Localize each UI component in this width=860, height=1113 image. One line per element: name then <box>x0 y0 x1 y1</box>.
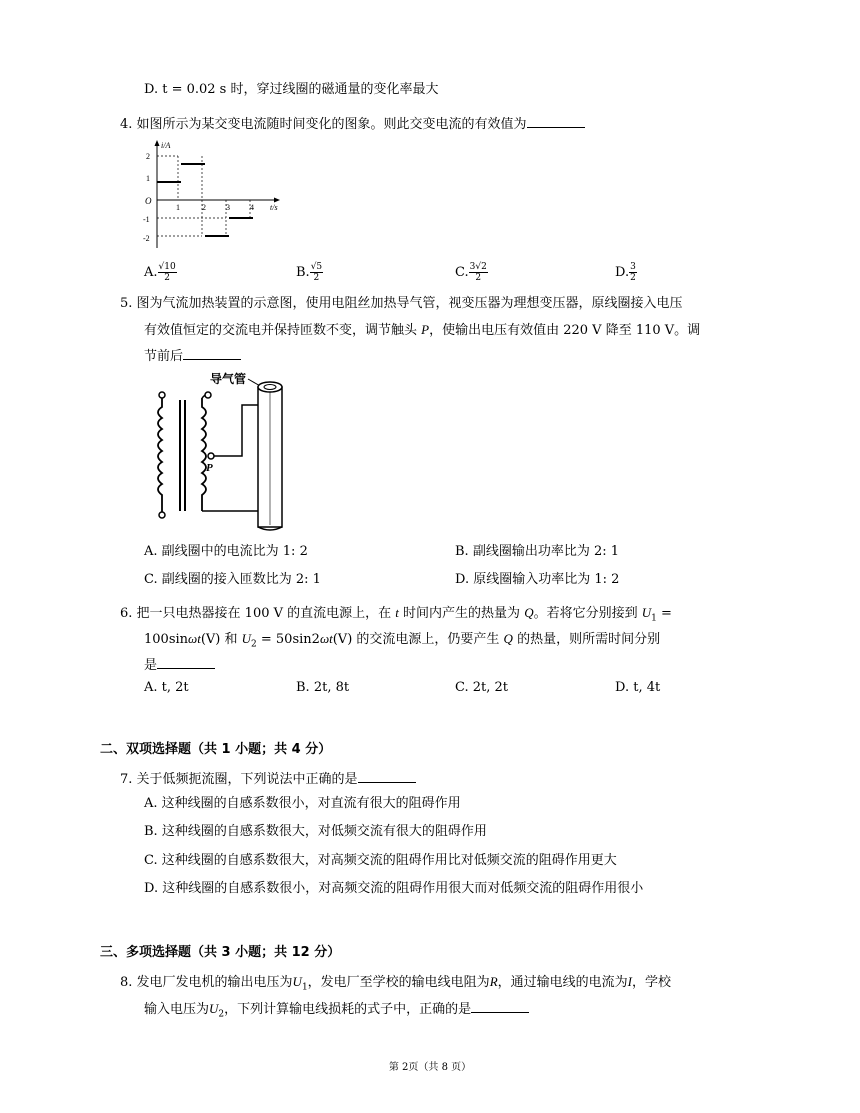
q5-option-c: C. 副线圈的接入匝数比为 2: 1 <box>144 572 321 587</box>
q6-stem-line1: 6. 把一只电热器接在 100 V 的直流电源上，在 t 时间内产生的热量为 Q。若将它分别接到 $U_1$ = <box>120 605 672 624</box>
q4-option-d: D. $\frac{3}{2}$ <box>615 262 636 283</box>
q4-stem <box>120 113 585 135</box>
answer-blank <box>157 654 215 669</box>
q7-option-a: A. 这种线圈的自感系数很小，对直流有很大的阻碍作用 <box>144 796 461 811</box>
q5-stem-line2: 有效值恒定的交流电并保持匝数不变，调节触头 P，使输出电压有效值由 220 V 降至 110 V。调 <box>144 322 701 338</box>
q5-transformer-diagram <box>140 365 300 535</box>
y-axis-arrow <box>155 140 160 146</box>
primary-terminal <box>159 392 165 398</box>
x-tick-label: 1 <box>176 203 180 212</box>
primary-coil <box>158 398 162 512</box>
answer-blank <box>183 345 241 360</box>
y-tick-label: 1 <box>146 174 150 183</box>
x-axis-label: t/s <box>270 203 278 212</box>
q4-option-c: C. $\frac{3√2}{2}$ <box>455 262 487 283</box>
q4-current-graph <box>140 138 290 253</box>
q6-option-c: C. 2t, 2t <box>455 680 509 695</box>
q5-stem-line3: 节前后 <box>144 345 241 367</box>
q6-option-b: B. 2t, 8t <box>296 680 350 695</box>
q5-option-a: A. 副线圈中的电流比为 1: 2 <box>144 544 308 559</box>
x-tick-label: 2 <box>202 203 206 212</box>
answer-blank <box>471 998 529 1013</box>
x-tick-label: 4 <box>250 203 254 212</box>
wire <box>214 405 258 456</box>
q6-option-d: D. t, 4t <box>615 680 661 695</box>
slider-label: P <box>206 462 213 474</box>
answer-blank <box>358 768 416 783</box>
q8-stem-line2: 输入电压为$U_2$，下列计算输电线损耗的式子中，正确的是 <box>144 998 529 1025</box>
origin-label: O <box>145 196 152 206</box>
slider-contact <box>208 453 214 459</box>
q6-stem-line3: 是 <box>144 654 215 676</box>
q4-stem-text: 4. 如图所示为某交变电流随时间变化的图象。则此交变电流的有效值为 <box>120 117 527 132</box>
q7-option-c: C. 这种线圈的自感系数很大，对高频交流的阻碍作用比对低频交流的阻碍作用更大 <box>144 853 617 868</box>
x-tick-label: 3 <box>226 203 230 212</box>
q7-option-d: D. 这种线圈的自感系数很小，对高频交流的阻碍作用很大而对低频交流的阻碍作用很小 <box>144 881 644 896</box>
q7-option-b: B. 这种线圈的自感系数很大，对低频交流有很大的阻碍作用 <box>144 824 487 839</box>
q3-option-d: D. t = 0.02 s 时，穿过线圈的磁通量的变化率最大 <box>144 82 439 97</box>
y-tick-label: 2 <box>146 152 150 161</box>
primary-terminal <box>159 512 165 518</box>
secondary-coil <box>202 398 206 511</box>
q4-option-b: B. $\frac{√5}{2}$ <box>296 262 323 283</box>
secondary-terminal <box>205 392 211 398</box>
q5-option-b: B. 副线圈输出功率比为 2: 1 <box>455 544 620 559</box>
q8-stem-line1: 8. 发电厂发电机的输出电压为$U_1$，发电厂至学校的输电线电阻为R，通过输电线的电流为I，学校 <box>120 974 672 993</box>
q5-option-d: D. 原线圈输入功率比为 1: 2 <box>455 572 620 587</box>
page-footer: 第 2页（共 8 页） <box>388 1062 472 1073</box>
section-3-heading: 三、多项选择题（共 3 小题；共 12 分） <box>100 945 341 960</box>
q7-stem: 7. 关于低频扼流圈，下列说法中正确的是 <box>120 768 416 790</box>
q5-stem-line1: 5. 图为气流加热装置的示意图，使用电阻丝加热导气管，视变压器为理想变压器，原线圈接入电压 <box>120 296 683 311</box>
answer-blank <box>527 113 585 128</box>
y-tick-label: -2 <box>143 234 150 243</box>
q6-stem-line2: 100sinωt(V) 和 $U_2 = 50\sin 2\omega t(V)$ 的交流电源上，仍要产生 Q 的热量，则所需时间分别 <box>144 631 661 650</box>
y-axis-label: i/A <box>161 141 171 150</box>
q6-option-a: A. t, 2t <box>144 680 189 695</box>
tube-label: 导气管 <box>210 372 247 386</box>
y-tick-label: -1 <box>143 215 150 224</box>
q4-option-a: A. $\frac{√10}{2}$ <box>144 262 176 283</box>
x-axis-arrow <box>274 198 280 203</box>
section-2-heading: 二、双项选择题（共 1 小题；共 4 分） <box>100 742 332 757</box>
